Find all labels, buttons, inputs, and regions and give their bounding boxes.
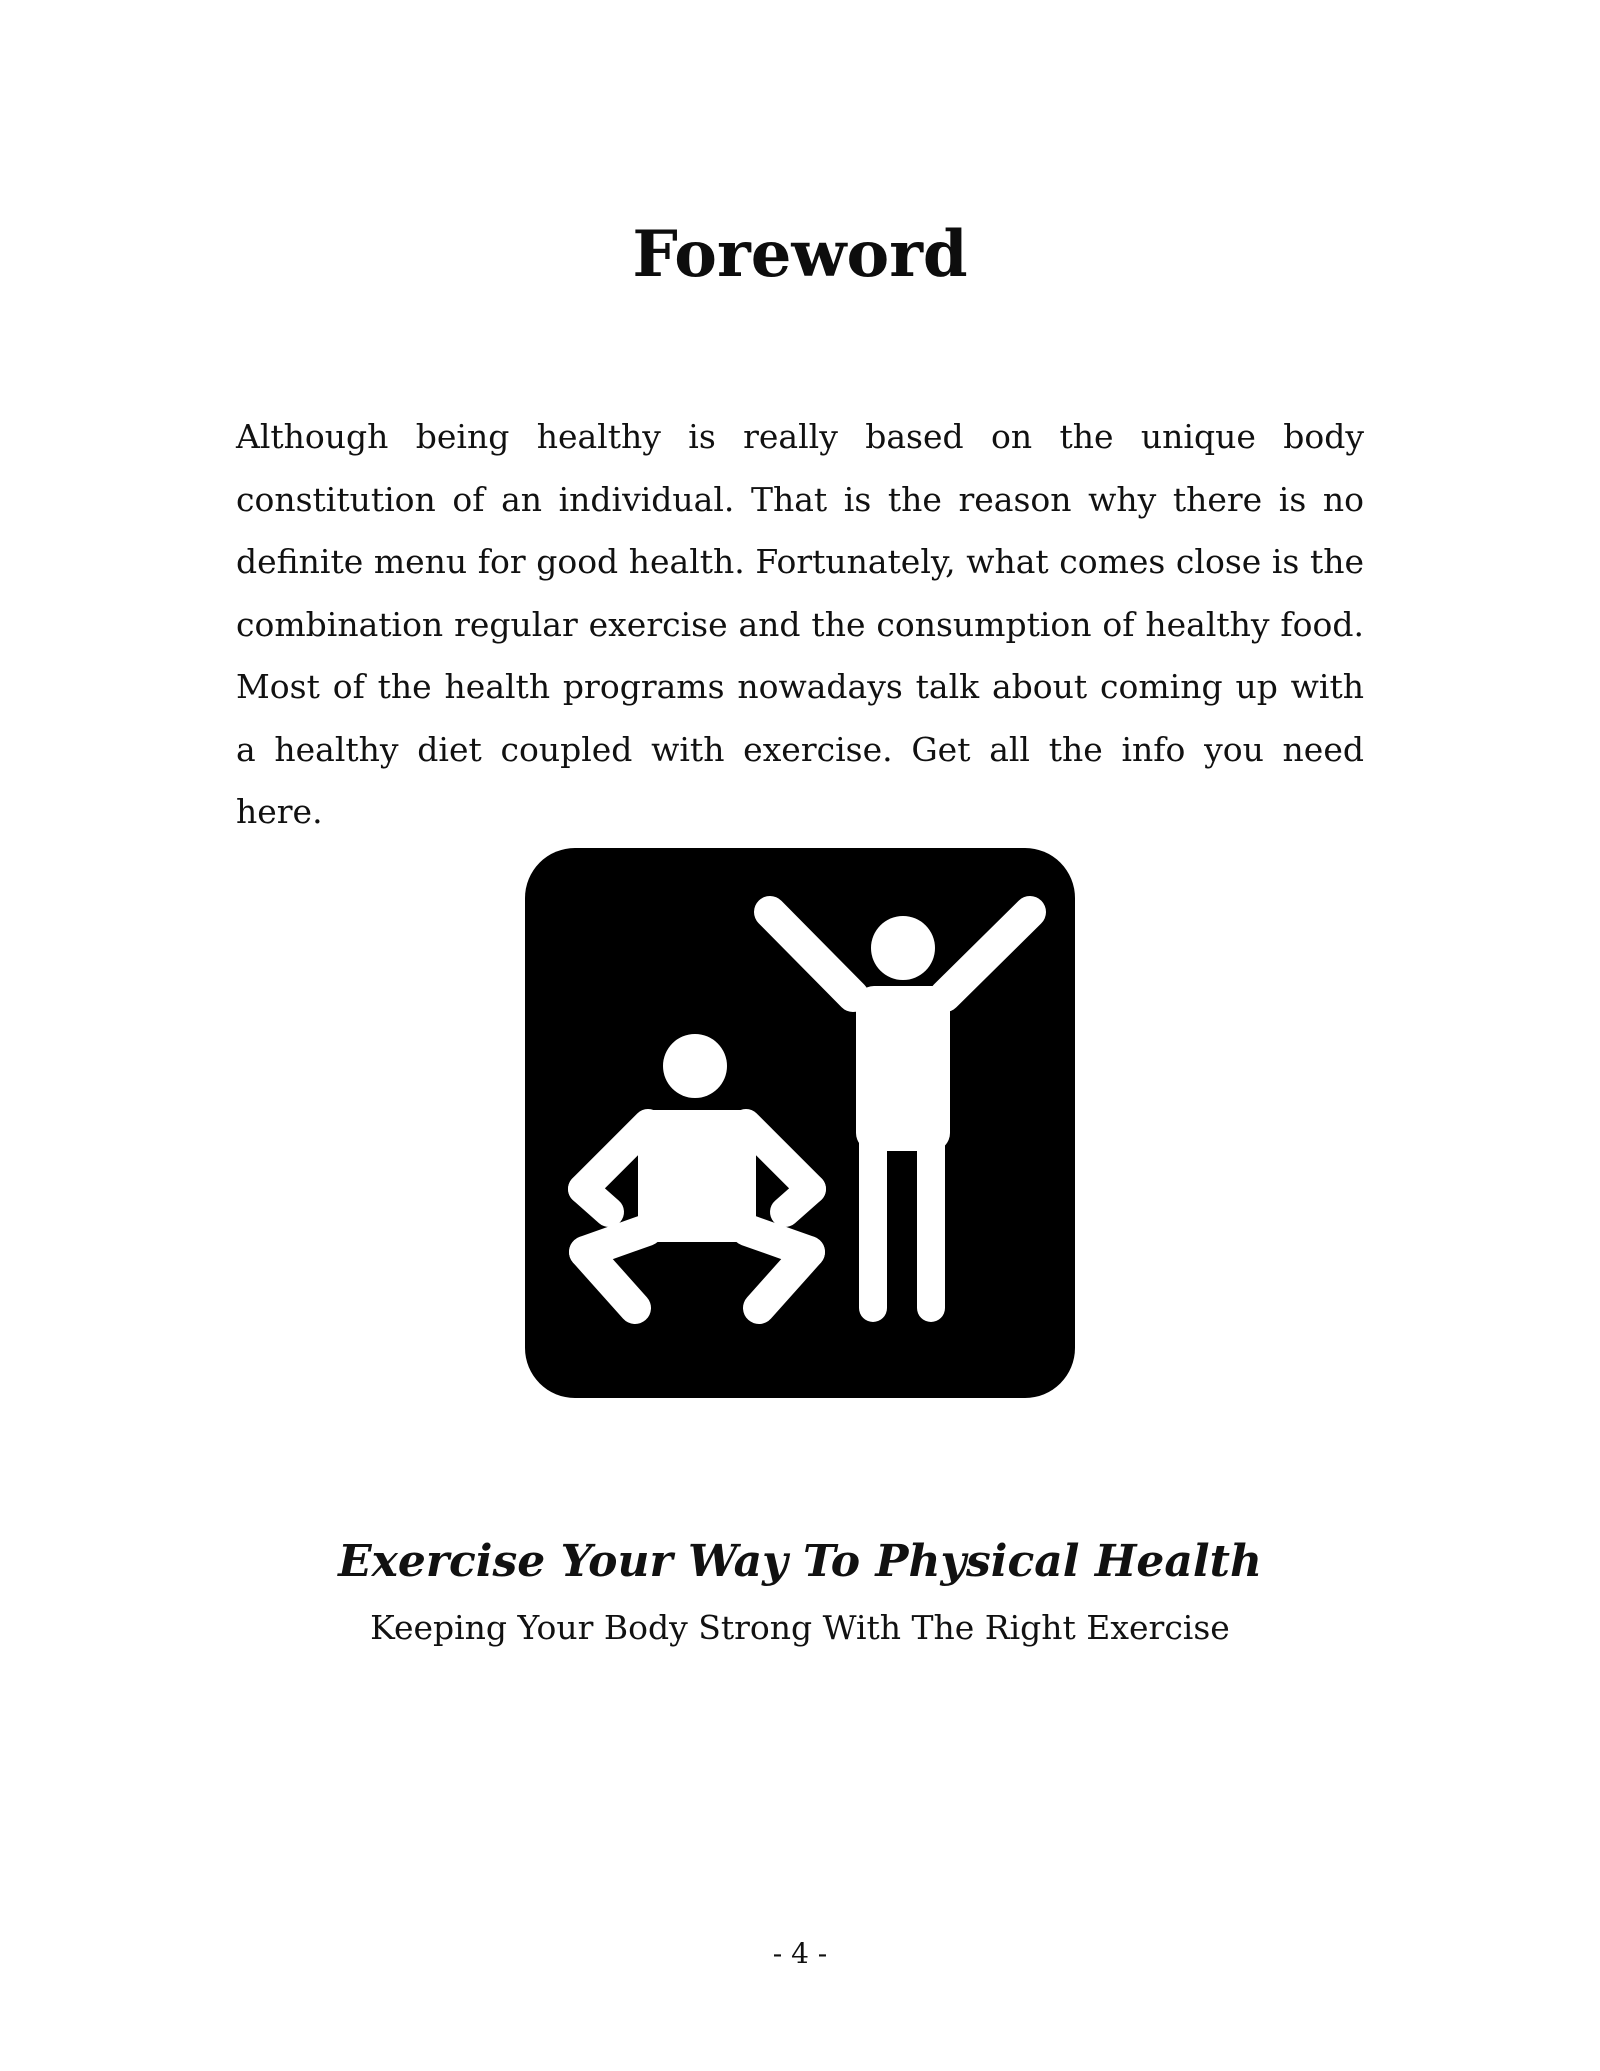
page-number: - 4 - bbox=[772, 1937, 828, 1970]
page-title: Foreword bbox=[632, 217, 968, 292]
exercise-pictogram-icon bbox=[525, 848, 1075, 1398]
book-subtitle: Keeping Your Body Strong With The Right Exercise bbox=[370, 1608, 1230, 1647]
book-title: Exercise Your Way To Physical Health bbox=[338, 1536, 1262, 1587]
foreword-paragraph: Although being healthy is really based on the unique body constitution of an individual. That is the reason why there is no definite menu for good health. Fortunately, what comes close is the combination regular exercise and the consumption of healthy food. Most of the health programs nowadays talk about coming up with a healthy diet coupled with exercise. Get all the info you need here. bbox=[236, 417, 1364, 831]
